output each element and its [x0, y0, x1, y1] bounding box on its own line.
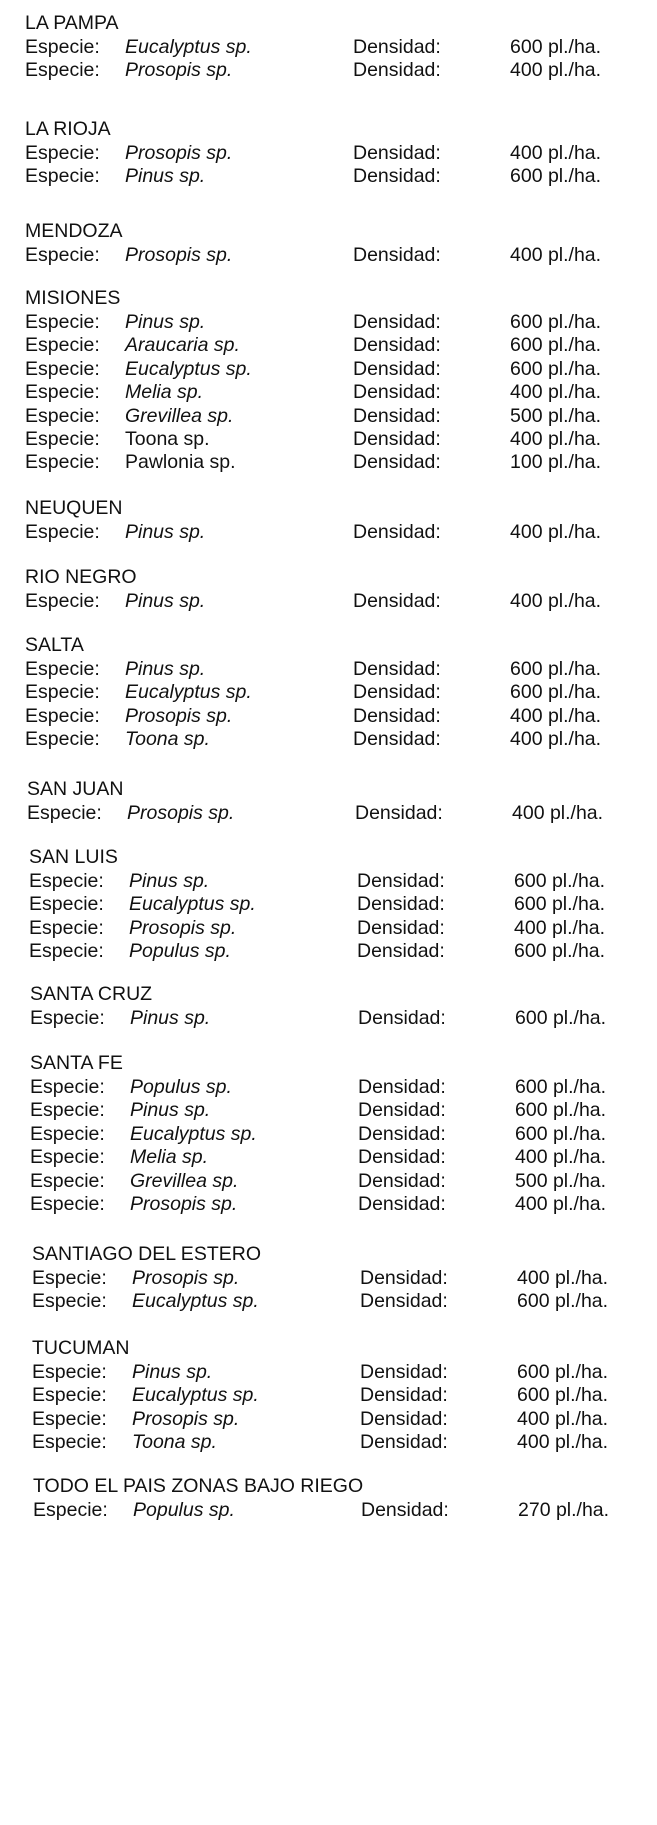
density-value: 400 pl./ha.	[510, 521, 602, 543]
especie-label: Especie:	[30, 1122, 105, 1145]
species-name: Eucalyptus sp.	[132, 1290, 259, 1313]
species-name: Pinus sp.	[125, 311, 206, 333]
density-value: 400 pl./ha.	[510, 590, 602, 612]
density-value: 600 pl./ha.	[514, 940, 606, 963]
species-name: Melia sp.	[125, 381, 204, 404]
especie-label: Especie:	[30, 1169, 105, 1192]
region-name: LA PAMPA	[25, 12, 119, 34]
species-row	[30, 1146, 657, 1171]
densidad-label: Densidad:	[353, 36, 441, 58]
densidad-label: Densidad:	[353, 59, 441, 82]
density-value: 600 pl./ha.	[510, 36, 602, 58]
especie-label: Especie:	[25, 728, 100, 751]
density-value: 400 pl./ha.	[510, 704, 602, 727]
density-value: 600 pl./ha.	[510, 357, 602, 380]
densidad-label: Densidad:	[358, 1169, 446, 1192]
species-row	[25, 59, 657, 84]
species-name: Prosopis sp.	[125, 704, 233, 727]
species-row	[25, 334, 657, 359]
species-row	[32, 1408, 657, 1433]
especie-label: Especie:	[25, 404, 100, 427]
especie-label: Especie:	[29, 870, 104, 892]
especie-label: Especie:	[27, 802, 102, 824]
density-value: 100 pl./ha.	[510, 451, 602, 474]
species-name: Melia sp.	[130, 1146, 209, 1169]
densidad-label: Densidad:	[360, 1384, 448, 1407]
region-name: SANTA FE	[30, 1052, 123, 1074]
density-value: 500 pl./ha.	[515, 1169, 607, 1192]
especie-label: Especie:	[32, 1384, 107, 1407]
especie-label: Especie:	[32, 1431, 107, 1454]
species-name: Eucalyptus sp.	[132, 1384, 259, 1407]
especie-label: Especie:	[32, 1267, 107, 1289]
especie-label: Especie:	[25, 165, 100, 188]
species-row	[25, 590, 657, 615]
species-name: Eucalyptus sp.	[125, 36, 252, 58]
especie-label: Especie:	[32, 1407, 107, 1430]
species-name: Prosopis sp.	[125, 244, 233, 266]
especie-label: Especie:	[29, 916, 104, 939]
species-row	[33, 1499, 657, 1524]
species-name: Eucalyptus sp.	[129, 893, 256, 916]
species-name: Prosopis sp.	[132, 1407, 240, 1430]
species-name: Pinus sp.	[125, 165, 206, 188]
especie-label: Especie:	[30, 1007, 105, 1029]
species-row	[30, 1123, 657, 1148]
especie-label: Especie:	[25, 451, 100, 474]
especie-label: Especie:	[32, 1361, 107, 1383]
densidad-label: Densidad:	[353, 728, 441, 751]
species-name: Prosopis sp.	[125, 59, 233, 82]
species-row	[25, 244, 657, 269]
region-name: SANTIAGO DEL ESTERO	[32, 1243, 261, 1265]
especie-label: Especie:	[25, 36, 100, 58]
species-row	[25, 428, 657, 453]
densidad-label: Densidad:	[358, 1146, 446, 1169]
especie-label: Especie:	[25, 704, 100, 727]
density-value: 600 pl./ha.	[517, 1361, 609, 1383]
especie-label: Especie:	[33, 1499, 108, 1521]
species-row	[29, 917, 657, 942]
especie-label: Especie:	[25, 590, 100, 612]
region-name: SAN LUIS	[29, 846, 118, 868]
species-row	[30, 1099, 657, 1124]
densidad-label: Densidad:	[355, 802, 443, 824]
density-value: 400 pl./ha.	[515, 1146, 607, 1169]
especie-label: Especie:	[25, 521, 100, 543]
especie-label: Especie:	[25, 428, 100, 450]
densidad-label: Densidad:	[353, 311, 441, 333]
densidad-label: Densidad:	[353, 521, 441, 543]
species-row	[25, 728, 657, 753]
density-value: 600 pl./ha.	[517, 1384, 609, 1407]
density-value: 400 pl./ha.	[514, 916, 606, 939]
species-row	[25, 658, 657, 683]
species-row	[25, 521, 657, 546]
species-name: Pinus sp.	[125, 658, 206, 680]
especie-label: Especie:	[25, 244, 100, 266]
species-row	[30, 1170, 657, 1195]
species-name: Populus sp.	[129, 940, 231, 963]
especie-label: Especie:	[30, 1146, 105, 1169]
densidad-label: Densidad:	[353, 165, 441, 188]
density-value: 600 pl./ha.	[510, 165, 602, 188]
species-name: Toona sp.	[125, 728, 210, 751]
region-name: NEUQUEN	[25, 497, 123, 519]
especie-label: Especie:	[25, 658, 100, 680]
species-row	[32, 1361, 657, 1386]
density-value: 270 pl./ha.	[518, 1499, 610, 1521]
especie-label: Especie:	[25, 142, 100, 164]
species-row	[29, 940, 657, 965]
species-name: Toona sp.	[132, 1431, 217, 1454]
density-value: 600 pl./ha.	[510, 311, 602, 333]
densidad-label: Densidad:	[358, 1122, 446, 1145]
species-name: Prosopis sp.	[125, 142, 233, 164]
species-row	[30, 1076, 657, 1101]
species-name: Grevillea sp.	[125, 404, 234, 427]
densidad-label: Densidad:	[353, 590, 441, 612]
density-value: 600 pl./ha.	[515, 1076, 607, 1098]
species-row	[25, 705, 657, 730]
species-name: Eucalyptus sp.	[125, 357, 252, 380]
densidad-label: Densidad:	[353, 142, 441, 164]
region-name: TUCUMAN	[32, 1337, 130, 1359]
region-name: RIO NEGRO	[25, 566, 137, 588]
species-row	[32, 1431, 657, 1456]
species-name: Pinus sp.	[129, 870, 210, 892]
especie-label: Especie:	[25, 59, 100, 82]
density-value: 600 pl./ha.	[514, 870, 606, 892]
species-row	[30, 1193, 657, 1218]
densidad-label: Densidad:	[360, 1267, 448, 1289]
especie-label: Especie:	[25, 334, 100, 357]
species-name: Toona sp.	[125, 428, 210, 450]
species-name: Prosopis sp.	[127, 802, 235, 824]
density-value: 400 pl./ha.	[515, 1193, 607, 1215]
species-row	[30, 1007, 657, 1032]
densidad-label: Densidad:	[357, 916, 445, 939]
density-value: 600 pl./ha.	[514, 893, 606, 916]
region-name: SAN JUAN	[27, 778, 124, 800]
especie-label: Especie:	[25, 357, 100, 380]
species-name: Araucaria sp.	[125, 334, 240, 357]
densidad-label: Densidad:	[353, 357, 441, 380]
density-value: 400 pl./ha.	[517, 1431, 609, 1454]
region-name: SALTA	[25, 634, 84, 656]
species-name: Pinus sp.	[125, 521, 206, 543]
density-value: 400 pl./ha.	[517, 1267, 609, 1289]
densidad-label: Densidad:	[353, 404, 441, 427]
densidad-label: Densidad:	[353, 681, 441, 704]
densidad-label: Densidad:	[353, 658, 441, 680]
density-value: 600 pl./ha.	[510, 658, 602, 680]
region-name: LA RIOJA	[25, 118, 111, 140]
especie-label: Especie:	[30, 1193, 105, 1215]
density-value: 400 pl./ha.	[510, 428, 602, 450]
species-name: Populus sp.	[130, 1076, 232, 1098]
species-name: Pawlonia sp.	[125, 451, 236, 474]
density-value: 400 pl./ha.	[510, 381, 602, 404]
densidad-label: Densidad:	[361, 1499, 449, 1521]
especie-label: Especie:	[25, 381, 100, 404]
species-name: Grevillea sp.	[130, 1169, 239, 1192]
densidad-label: Densidad:	[358, 1193, 446, 1215]
species-name: Eucalyptus sp.	[125, 681, 252, 704]
region-name: MENDOZA	[25, 220, 123, 242]
densidad-label: Densidad:	[353, 704, 441, 727]
species-row	[27, 802, 657, 827]
densidad-label: Densidad:	[360, 1361, 448, 1383]
species-row	[25, 358, 657, 383]
species-row	[25, 36, 657, 61]
densidad-label: Densidad:	[358, 1099, 446, 1122]
species-row	[29, 870, 657, 895]
especie-label: Especie:	[30, 1099, 105, 1122]
densidad-label: Densidad:	[360, 1407, 448, 1430]
density-value: 400 pl./ha.	[510, 244, 602, 266]
densidad-label: Densidad:	[357, 893, 445, 916]
densidad-label: Densidad:	[357, 940, 445, 963]
especie-label: Especie:	[32, 1290, 107, 1313]
region-name: MISIONES	[25, 287, 121, 309]
species-row	[29, 893, 657, 918]
densidad-label: Densidad:	[353, 428, 441, 450]
species-name: Pinus sp.	[125, 590, 206, 612]
especie-label: Especie:	[29, 893, 104, 916]
density-value: 600 pl./ha.	[515, 1007, 607, 1029]
densidad-label: Densidad:	[358, 1076, 446, 1098]
especie-label: Especie:	[30, 1076, 105, 1098]
density-value: 600 pl./ha.	[515, 1122, 607, 1145]
species-row	[32, 1384, 657, 1409]
density-value: 400 pl./ha.	[510, 728, 602, 751]
species-row	[32, 1290, 657, 1315]
species-row	[25, 142, 657, 167]
densidad-label: Densidad:	[353, 334, 441, 357]
density-value: 500 pl./ha.	[510, 404, 602, 427]
especie-label: Especie:	[29, 940, 104, 963]
species-name: Eucalyptus sp.	[130, 1122, 257, 1145]
species-row	[25, 311, 657, 336]
species-name: Prosopis sp.	[129, 916, 237, 939]
density-value: 400 pl./ha.	[512, 802, 604, 824]
especie-label: Especie:	[25, 311, 100, 333]
especie-label: Especie:	[25, 681, 100, 704]
species-name: Prosopis sp.	[130, 1193, 238, 1215]
density-value: 600 pl./ha.	[510, 681, 602, 704]
region-name: SANTA CRUZ	[30, 983, 153, 1005]
density-value: 400 pl./ha.	[510, 142, 602, 164]
species-name: Pinus sp.	[130, 1099, 211, 1122]
densidad-label: Densidad:	[353, 451, 441, 474]
densidad-label: Densidad:	[360, 1431, 448, 1454]
species-row	[32, 1267, 657, 1292]
species-name: Populus sp.	[133, 1499, 235, 1521]
species-row	[25, 381, 657, 406]
species-row	[25, 451, 657, 476]
density-value: 600 pl./ha.	[510, 334, 602, 357]
densidad-label: Densidad:	[353, 244, 441, 266]
densidad-label: Densidad:	[360, 1290, 448, 1313]
density-value: 600 pl./ha.	[517, 1290, 609, 1313]
densidad-label: Densidad:	[358, 1007, 446, 1029]
density-value: 400 pl./ha.	[517, 1407, 609, 1430]
species-row	[25, 165, 657, 190]
species-row	[25, 681, 657, 706]
species-row	[25, 405, 657, 430]
species-name: Prosopis sp.	[132, 1267, 240, 1289]
densidad-label: Densidad:	[357, 870, 445, 892]
species-name: Pinus sp.	[130, 1007, 211, 1029]
densidad-label: Densidad:	[353, 381, 441, 404]
density-value: 400 pl./ha.	[510, 59, 602, 82]
density-value: 600 pl./ha.	[515, 1099, 607, 1122]
species-name: Pinus sp.	[132, 1361, 213, 1383]
region-name: TODO EL PAIS ZONAS BAJO RIEGO	[33, 1475, 364, 1497]
